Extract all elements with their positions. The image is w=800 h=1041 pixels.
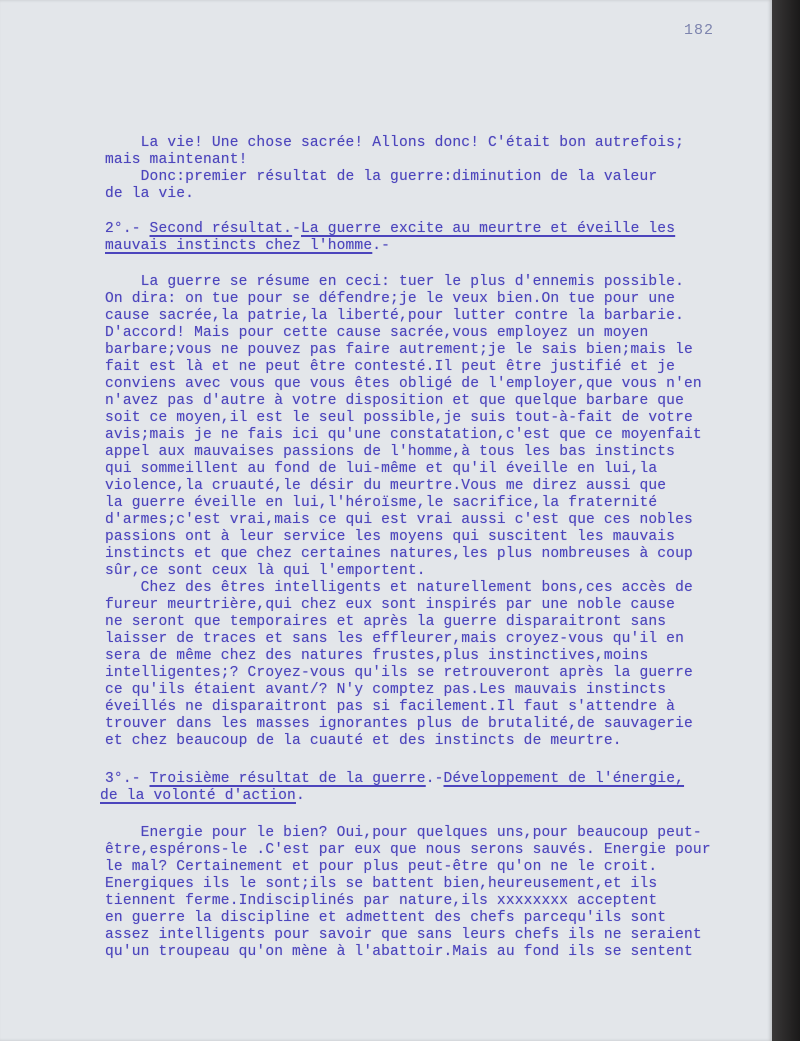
text-line: avis;mais je ne fais ici qu'une constatation,c'est que ce moyenfait xyxy=(105,427,702,443)
heading-line-1 xyxy=(105,770,684,788)
text-line: passions ont à leur service les moyens qui suscitent les mauvais xyxy=(105,529,676,545)
text-line: Donc:premier résultat de la guerre:diminution de la valeur xyxy=(105,169,658,185)
text-line: Chez des êtres intelligents et naturellement bons,ces accès de xyxy=(105,580,693,596)
text-line: et chez beaucoup de la cuauté et des instincts de meurtre. xyxy=(105,733,622,749)
text-line: ce qu'ils étaient avant/? N'y comptez pas.Les mauvais instincts xyxy=(105,682,667,698)
text-line: sûr,ce sont ceux là qui l'emportent. xyxy=(105,563,426,579)
text-line: conviens avec vous que vous êtes obligé de l'employer,que vous n'en xyxy=(105,376,702,392)
heading-text-cont: mauvais instincts chez l'homme xyxy=(105,238,373,254)
text-line: n'avez pas d'autre à votre disposition et que quelque barbare que xyxy=(105,393,684,409)
page-number: 182 xyxy=(684,22,715,39)
text-line: être,espérons-le .C'est par eux que nous serons sauvés. Energie pour xyxy=(105,842,711,858)
heading-number: 2°.- xyxy=(105,221,150,237)
text-line: D'accord! Mais pour cette cause sacrée,vous employez un moyen xyxy=(105,325,649,341)
text-line: cause sacrée,la patrie,la liberté,pour lutter contre la barbarie. xyxy=(105,308,684,324)
text-line: d'armes;c'est vrai,mais ce qui est vrai aussi c'est que ces nobles xyxy=(105,512,693,528)
heading-line-2 xyxy=(100,787,305,805)
heading-tail: . xyxy=(295,788,305,804)
text-line: assez intelligents pour savoir que sans leurs chefs ils ne seraient xyxy=(105,927,702,943)
text-line: en guerre la discipline et admettent des chefs parcequ'ils sont xyxy=(105,910,667,926)
text-line: violence,la cruauté,le désir du meurtre.Vous me direz aussi que xyxy=(105,478,667,494)
text-line: fait est là et ne peut être contesté.Il peut être justifié et je xyxy=(105,359,676,375)
text-line: de la vie. xyxy=(105,186,195,202)
text-line: fureur meurtrière,qui chez eux sont inspirés par une noble cause xyxy=(105,597,676,613)
page-edge-shadow xyxy=(772,0,800,1041)
text-line: qui sommeillent au fond de lui-même et qu'il éveille en lui,la xyxy=(105,461,658,477)
text-line: la guerre éveille en lui,l'héroïsme,le sacrifice,la fraternité xyxy=(105,495,658,511)
text-line: instincts et que chez certaines natures,les plus nombreuses à coup xyxy=(105,546,693,562)
text-line: La vie! Une chose sacrée! Allons donc! C'était bon autrefois; xyxy=(105,135,684,151)
text-line: soit ce moyen,il est le seul possible,je suis tout-à-fait de votre xyxy=(105,410,693,426)
heading-label: Second résultat. xyxy=(149,221,293,237)
heading-separator: .- xyxy=(425,771,444,787)
text-line: trouver dans les masses ignorantes plus de brutalité,de sauvagerie xyxy=(105,716,693,732)
heading-text: Développement de l'énergie, xyxy=(443,771,685,787)
text-line: laisser de traces et sans les effleurer,mais croyez-vous qu'il en xyxy=(105,631,684,647)
heading-number: 3°.- xyxy=(105,771,150,787)
heading-text: La guerre excite au meurtre et éveille les xyxy=(301,221,676,237)
text-line: On dira: on tue pour se défendre;je le veux bien.On tue pour une xyxy=(105,291,676,307)
text-line: le mal? Certainement et pour plus peut-être qu'on ne le croit. xyxy=(105,859,658,875)
text-line: Energie pour le bien? Oui,pour quelques uns,pour beaucoup peut- xyxy=(105,825,702,841)
text-line: intelligentes;? Croyez-vous qu'ils se retrouveront après la guerre xyxy=(105,665,693,681)
text-line: ne seront que temporaires et après la guerre disparaitront sans xyxy=(105,614,667,630)
text-line: barbare;vous ne pouvez pas faire autrement;je le sais bien;mais le xyxy=(105,342,693,358)
text-line: mais maintenant! xyxy=(105,152,248,168)
text-line: appel aux mauvaises passions de l'homme,à tous les bas instincts xyxy=(105,444,676,460)
heading-label: Troisième résultat de la guerre xyxy=(149,771,426,787)
text-line: éveillés ne disparaitront pas si facilement.Il faut s'attendre à xyxy=(105,699,676,715)
text-line: qu'un troupeau qu'on mène à l'abattoir.Mais au fond ils se sentent xyxy=(105,944,693,960)
text-line: sera de même chez des natures frustes,plus instinctives,moins xyxy=(105,648,649,664)
heading-tail: .- xyxy=(372,238,391,254)
heading-text-cont: de la volonté d'action xyxy=(100,788,296,804)
text-line: Energiques ils le sont;ils se battent bien,heureusement,et ils xyxy=(105,876,658,892)
text-line: La guerre se résume en ceci: tuer le plus d'ennemis possible. xyxy=(105,274,684,290)
text-line: tiennent ferme.Indisciplinés par nature,ils xxxxxxxx acceptent xyxy=(105,893,658,909)
heading-separator: - xyxy=(292,221,301,237)
